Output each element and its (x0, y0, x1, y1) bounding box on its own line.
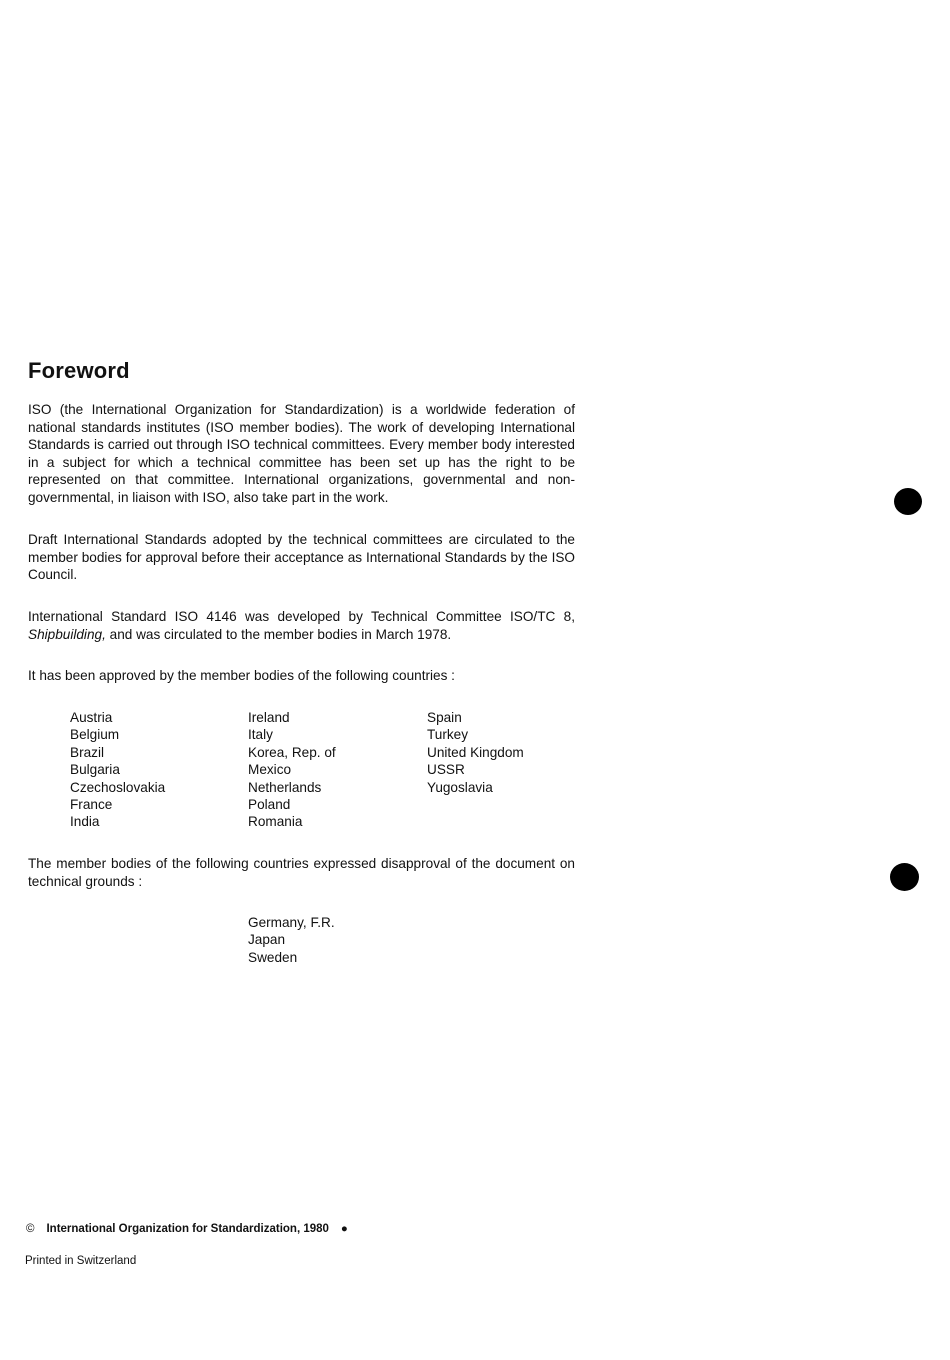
list-item: Italy (248, 727, 273, 743)
list-item: Spain (427, 710, 462, 725)
paragraph-approval-intro: It has been approved by the member bodies of the following countries : (28, 668, 455, 683)
approving-countries-column-3 (427, 709, 524, 796)
list-item: Turkey (427, 727, 469, 743)
page-title: Foreword (28, 358, 130, 383)
list-item: India (70, 814, 100, 830)
binder-hole-mark-bottom (890, 863, 919, 891)
list-item: Belgium (70, 727, 120, 743)
list-item: France (70, 797, 113, 813)
paragraph-draft-standards: Draft International Standards adopted by the technical committees are circulated to the member bodies for approval before their acceptance as International Standards by the ISO Council. (28, 532, 575, 582)
list-item: Korea, Rep. of (248, 744, 336, 760)
disapproving-countries-list (248, 914, 335, 966)
list-item: Mexico (248, 762, 292, 778)
paragraph-standard-origin (28, 608, 575, 643)
approving-countries-column-1 (70, 709, 165, 831)
list-item: United Kingdom (427, 744, 524, 760)
list-item: Austria (70, 710, 113, 725)
standard-origin-start: International Standard ISO 4146 was developed by Technical Committee ISO/TC 8, (28, 609, 575, 624)
list-item: Poland (248, 797, 291, 813)
paragraph-disapproval-intro: The member bodies of the following countries expressed disapproval of the document on technical grounds : (28, 856, 575, 889)
list-item: Japan (248, 932, 286, 948)
copyright-text: International Organization for Standardization, 1980 (46, 1223, 329, 1235)
list-item: Yugoslavia (427, 779, 493, 795)
standard-origin-end: and was circulated to the member bodies in March 1978. (109, 626, 452, 642)
binder-hole-mark-top (894, 488, 922, 515)
list-item: Bulgaria (70, 762, 120, 778)
copyright-symbol: © (26, 1223, 35, 1235)
list-item: Ireland (248, 710, 290, 725)
list-item: Brazil (70, 744, 104, 760)
paragraph-iso-intro: ISO (the International Organization for Standardization) is a worldwide federation of national standards institutes (ISO member bodies). The work of developing International Standards is carried out through ISO technical committees. Every member body interested in a subject for which a technical committee has been set up has the right to be represented on that committee. International organizations, governmental and non-governmental, in liaison with ISO, also take part in the work. (28, 402, 575, 505)
list-item: USSR (427, 762, 465, 778)
committee-name: Shipbuilding, (28, 626, 106, 642)
approving-countries-column-2 (248, 709, 336, 831)
list-item: Romania (248, 814, 303, 830)
printed-location: Printed in Switzerland (25, 1255, 137, 1267)
list-item: Netherlands (248, 779, 322, 795)
list-item: Germany, F.R. (248, 915, 335, 930)
bullet-icon: ● (340, 1223, 348, 1235)
list-item: Czechoslovakia (70, 779, 166, 795)
list-item: Sweden (248, 949, 298, 965)
copyright-line (26, 1223, 348, 1235)
